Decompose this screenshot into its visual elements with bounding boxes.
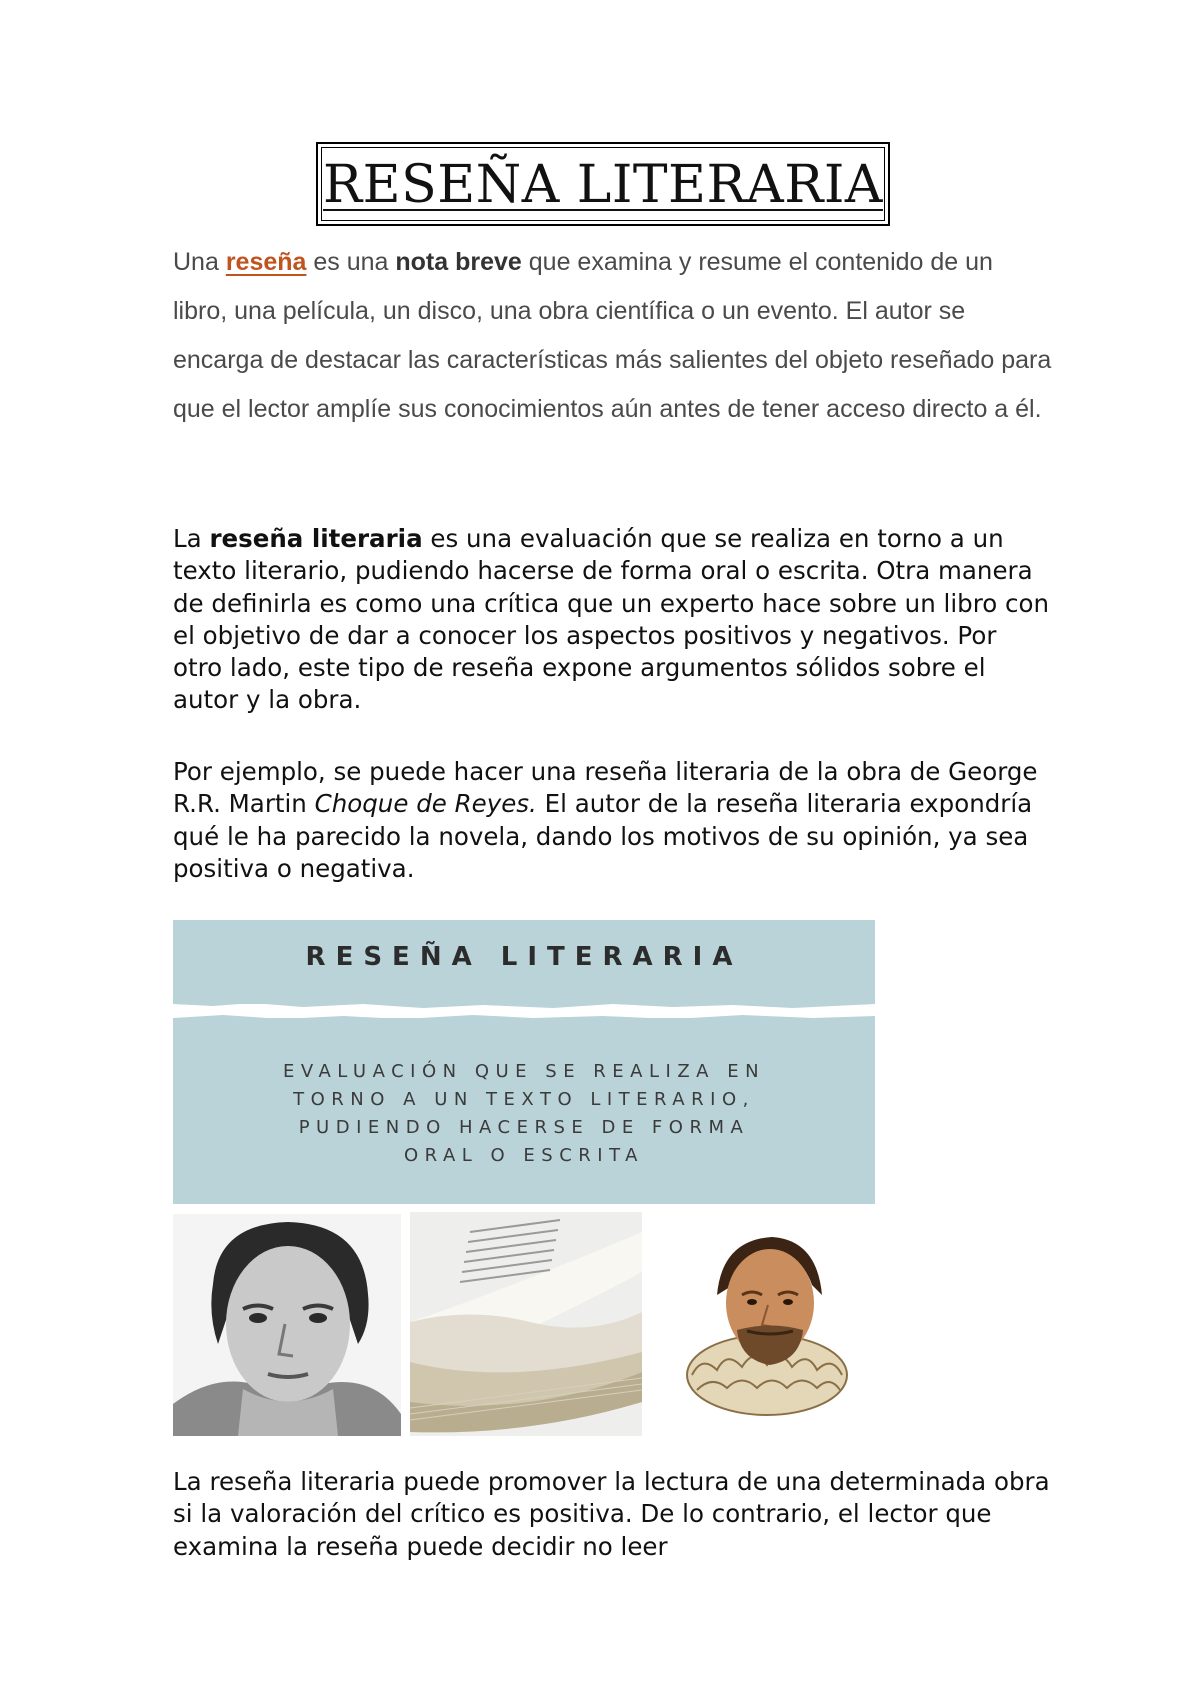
para2-text-1: La xyxy=(173,524,210,553)
intro-paragraph xyxy=(173,238,1053,434)
woman-portrait-photo xyxy=(173,1214,401,1436)
intro-bold: nota breve xyxy=(395,248,522,276)
para2-text-2: es una evaluación que se realiza en torno a un texto literario, pudiendo hacerse de forma oral o escrita. Otra manera de definirla es como una crítica que un experto hace sobre un libro con el objetivo de dar a conocer los aspectos positivos y negativos. Por otro lado, este tipo de reseña expone argumentos sólidos sobre el autor y la obra. xyxy=(173,524,1049,715)
infographic-description xyxy=(213,1058,835,1170)
infographic-line-2: TORNO A UN TEXTO LITERARIO, xyxy=(293,1089,755,1110)
open-book-photo xyxy=(410,1212,642,1436)
infographic-line-4: ORAL O ESCRITA xyxy=(404,1145,644,1166)
book-title: Choque de Reyes. xyxy=(314,789,537,819)
para3-text-2: El autor de la reseña literaria expondría qué le ha parecido la novela, dando los motivos de su opinión, ya sea positiva o negativa. xyxy=(173,789,1033,883)
para2-bold: reseña literaria xyxy=(209,524,423,553)
intro-text-3: que examina y resume el contenido de un libro, una película, un disco, una obra científica o un evento. El autor se encarga de destacar las características más salientes del objeto reseñado para que el lector amplíe sus conocimientos aún antes de tener acceso directo a él. xyxy=(173,248,1052,423)
title-frame xyxy=(316,142,890,226)
page-title: RESEÑA LITERARIA xyxy=(323,155,883,215)
intro-text-2: es una xyxy=(306,248,396,276)
infographic-line-3: PUDIENDO HACERSE DE FORMA xyxy=(298,1117,750,1138)
definition-paragraph xyxy=(173,523,1053,717)
closing-paragraph: La reseña literaria puede promover la lectura de una determinada obra si la valoración del crítico es positiva. De lo contrario, el lector que examina la reseña puede decidir no leer xyxy=(173,1467,1050,1561)
infographic-title: RESEÑA LITERARIA xyxy=(305,942,743,972)
resena-link[interactable]: reseña xyxy=(225,248,307,276)
infographic xyxy=(173,920,875,1204)
infographic-body-band xyxy=(173,1018,875,1204)
example-paragraph xyxy=(173,756,1053,885)
infographic-line-1: EVALUACIÓN QUE SE REALIZA EN xyxy=(282,1061,766,1082)
para3-text-1: Por ejemplo, se puede hacer una reseña literaria de la obra de George R.R. Martin xyxy=(173,757,1038,819)
infographic-header-band xyxy=(173,920,875,1004)
intro-text-1: Una xyxy=(173,248,226,276)
cervantes-portrait-painting xyxy=(682,1225,852,1421)
